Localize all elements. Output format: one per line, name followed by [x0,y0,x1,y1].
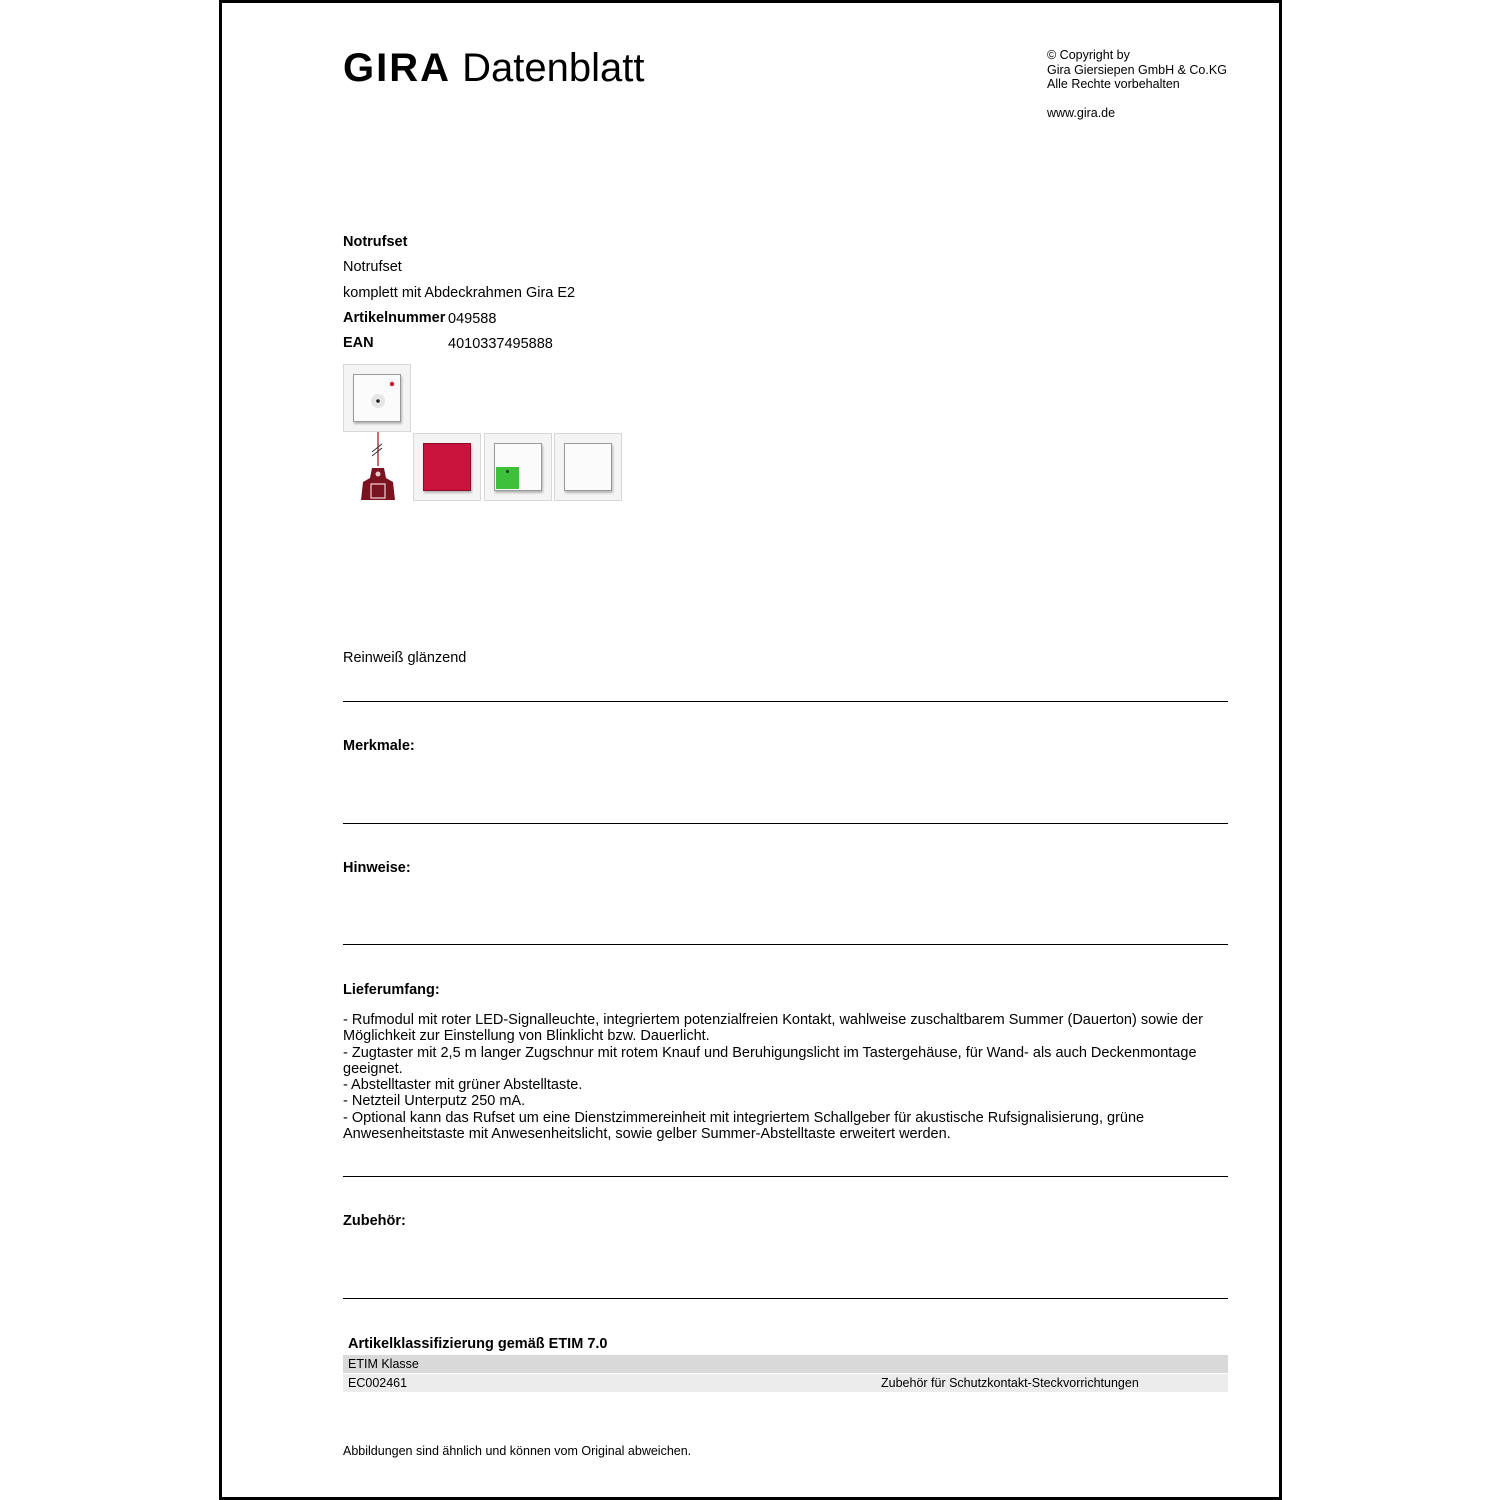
etim-description: Zubehör für Schutzkontakt-Steckvorrichtungen [881,1376,1139,1390]
features-heading: Merkmale: [343,738,415,754]
article-number-label: Artikelnummer [343,310,446,326]
website-link[interactable]: www.gira.de [1047,106,1116,120]
copyright-line: Gira Giersiepen GmbH & Co.KG [1047,62,1227,77]
divider [343,944,1228,945]
blank-cover-icon [554,433,622,501]
notes-heading: Hinweise: [343,860,411,876]
brand-logo: GIRA [343,46,451,90]
ean-value: 4010337495888 [448,336,553,352]
product-heading: Notrufset [343,234,408,250]
pull-switch-icon [343,364,411,432]
copyright-block [1047,48,1227,92]
list-item: - Abstelltaster mit grüner Abstelltaste. [343,1077,583,1094]
document-type: Datenblatt [462,46,645,90]
pull-cord-icon [355,432,401,504]
list-item: - Rufmodul mit roter LED-Signalleuchte, integriertem potenzialfreien Kontakt, wahlweise zuschaltbarem Summer (Dauerton) sowie der Möglichkeit zur Einstellung von Blinklicht bzw. Dauerlicht. [343,1012,1203,1045]
scope-of-delivery-list [343,1012,1213,1142]
etim-heading: Artikelklassifizierung gemäß ETIM 7.0 [348,1336,608,1352]
etim-class-label: ETIM Klasse [348,1357,419,1371]
product-description: komplett mit Abdeckrahmen Gira E2 [343,285,576,301]
copyright-line: Alle Rechte vorbehalten [1047,77,1180,91]
accessories-heading: Zubehör: [343,1213,406,1229]
article-number-value: 049588 [448,311,497,327]
etim-code: EC002461 [348,1376,408,1390]
divider [343,823,1228,824]
divider [343,1176,1228,1177]
divider [343,701,1228,702]
list-item: - Netzteil Unterputz 250 mA. [343,1093,526,1110]
color-variant: Reinweiß glänzend [343,650,467,666]
reset-button-green-icon [484,433,552,501]
table-row [343,1374,1228,1392]
list-item: - Zugtaster mit 2,5 m langer Zugschnur mit rotem Knauf und Beruhigungslicht im Tastergehäuse, für Wand- als auch Deckenmontage geeignet. [343,1044,1197,1077]
page-title [343,44,644,92]
footer-note: Abbildungen sind ähnlich und können vom Original abweichen. [343,1444,692,1458]
ean-label: EAN [343,335,374,351]
product-name: Notrufset [343,259,402,275]
divider [343,1298,1228,1299]
copyright-line: © Copyright by [1047,48,1130,62]
scope-of-delivery-heading: Lieferumfang: [343,982,440,998]
table-header-row [343,1355,1228,1373]
call-module-red-icon [413,433,481,501]
list-item: - Optional kann das Rufset um eine Dienstzimmereinheit mit integriertem Schallgeber für akustische Rufsignalisierung, grüne Anwesenheitstaste mit Anwesenheitslicht, sowie gelber Summer-Abstelltaste erweitert werden. [343,1109,1145,1143]
